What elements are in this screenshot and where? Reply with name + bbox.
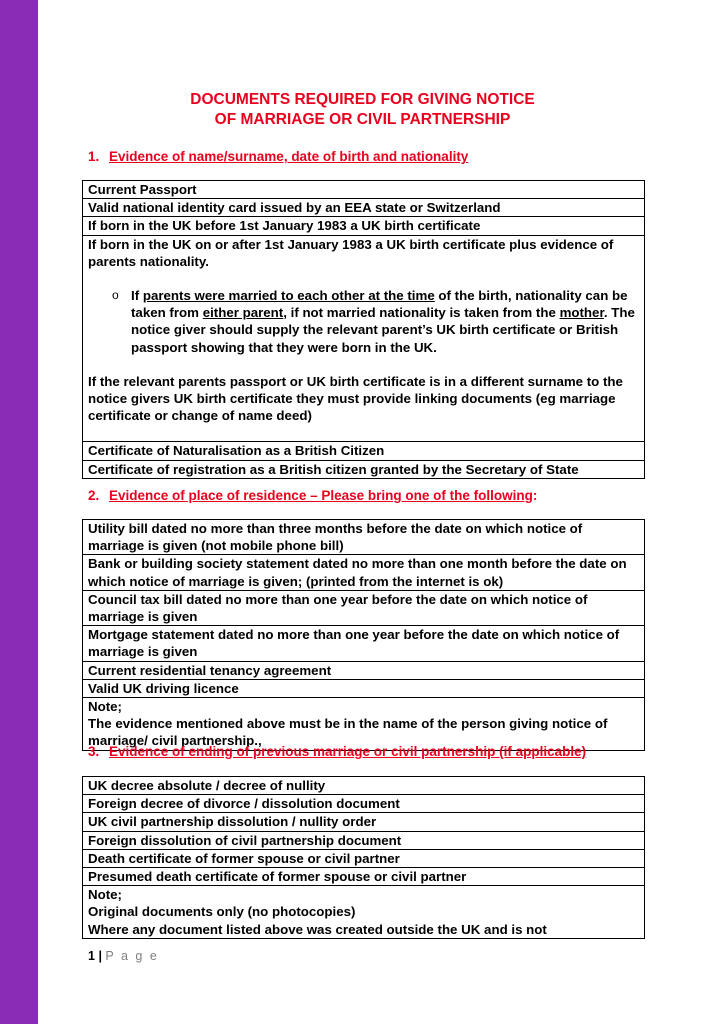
section3-heading	[88, 743, 586, 760]
bullet-text: , if not married nationality is taken from the	[283, 305, 560, 321]
table-row	[83, 868, 645, 886]
page-footer	[88, 948, 159, 964]
page-label: P a g e	[105, 949, 159, 963]
table-cell: Presumed death certificate of former spouse or civil partner	[83, 868, 645, 886]
table-row	[83, 813, 645, 831]
table-cell: Certificate of Naturalisation as a British Citizen	[83, 442, 645, 460]
spacer	[88, 424, 639, 441]
table-cell: Certificate of registration as a British citizen granted by the Secretary of State	[83, 460, 645, 478]
table-row	[83, 886, 645, 939]
section1-number: 1.	[88, 149, 100, 164]
table-cell: Utility bill dated no more than three months before the date on which notice of marriage is given (not mobile phone bill)	[83, 520, 645, 555]
table-cell: UK civil partnership dissolution / nullity order	[83, 813, 645, 831]
section2-table	[82, 519, 645, 751]
table-cell: Foreign dissolution of civil partnership document	[83, 831, 645, 849]
table-row	[83, 520, 645, 555]
table-cell: Current residential tenancy agreement	[83, 661, 645, 679]
table-row	[83, 777, 645, 795]
table-row	[83, 849, 645, 867]
bullet-underlined-text: parents were married to each other at the time	[142, 288, 435, 304]
table-row	[83, 661, 645, 679]
table-row	[83, 831, 645, 849]
section3-number: 3.	[88, 744, 100, 759]
page-separator: |	[98, 949, 102, 963]
table-cell: Valid UK driving licence	[83, 679, 645, 697]
note-label: Note;	[88, 887, 122, 903]
table-cell: If born in the UK before 1st January 1983 a UK birth certificate	[83, 217, 645, 235]
section3-heading-text: Evidence of ending of previous marriage or civil partnership (if applicable)	[109, 744, 587, 759]
table-cell: Current Passport	[83, 181, 645, 199]
section1-heading	[88, 148, 468, 165]
table-cell-birth-certificate-details	[83, 235, 645, 442]
note-label: Note;	[88, 699, 122, 715]
section1-table	[82, 180, 645, 479]
table-cell: Bank or building society statement dated no more than one month before the date on which notice of marriage is given; (printed from the internet is ok)	[83, 555, 645, 590]
table-cell: Death certificate of former spouse or civil partner	[83, 849, 645, 867]
table-row	[83, 795, 645, 813]
table-row	[83, 235, 645, 442]
section2-heading-colon: :	[532, 488, 538, 503]
table-cell: UK decree absolute / decree of nullity	[83, 777, 645, 795]
table-row	[83, 626, 645, 661]
table-row	[83, 590, 645, 625]
table-row	[83, 679, 645, 697]
section2-number: 2.	[88, 488, 100, 503]
table-row	[83, 199, 645, 217]
table-row	[83, 217, 645, 235]
bullet-marker: o	[112, 288, 119, 303]
section2-heading	[88, 487, 537, 504]
document-title-line1: DOCUMENTS REQUIRED FOR GIVING NOTICE	[190, 91, 535, 108]
table-cell: Mortgage statement dated no more than one year before the date on which notice of marriage is given	[83, 626, 645, 661]
table-row	[83, 555, 645, 590]
cell-intro-text: If born in the UK on or after 1st January 1983 a UK birth certificate plus evidence of parents nationality.	[88, 236, 614, 269]
purple-sidebar	[0, 0, 38, 1024]
document-title-line2: OF MARRIAGE OR CIVIL PARTNERSHIP	[214, 111, 511, 128]
table-cell: Valid national identity card issued by an EEA state or Switzerland	[83, 199, 645, 217]
bullet-underlined-text: mother	[559, 305, 604, 321]
section2-heading-text: Evidence of place of residence – Please bring one of the following	[109, 488, 533, 503]
section1-heading-text: Evidence of name/surname, date of birth and nationality	[109, 149, 469, 164]
bullet-text: of the birth, nationality can be taken from	[131, 288, 628, 321]
list-item	[88, 287, 635, 356]
note-text: The evidence mentioned above must be in the name of the person giving notice of marriage/ civil partnership.,	[88, 716, 608, 749]
cell-extra-text: If the relevant parents passport or UK birth certificate is in a different surname to the notice givers UK birth certificate they must provide linking documents (eg marriage certificate or change of name deed)	[88, 373, 623, 424]
note-text: Where any document listed above was created outside the UK and is not	[88, 921, 547, 937]
table-cell: Foreign decree of divorce / dissolution document	[83, 795, 645, 813]
note-text: Original documents only (no photocopies)	[88, 904, 356, 920]
table-row	[83, 442, 645, 460]
bullet-text: . The notice giver should supply the relevant parent’s UK birth certificate or British passport showing that they were born in the UK.	[131, 305, 635, 355]
page-number: 1	[88, 949, 95, 963]
table-cell: Council tax bill dated no more than one year before the date on which notice of marriage is given	[83, 590, 645, 625]
table-row	[83, 181, 645, 199]
spacer	[88, 356, 639, 373]
table-cell-note	[83, 886, 645, 939]
bullet-text-if: If	[131, 288, 143, 304]
table-row	[83, 460, 645, 478]
bullet-underlined-text: either parent	[202, 305, 284, 321]
section3-table	[82, 776, 645, 939]
